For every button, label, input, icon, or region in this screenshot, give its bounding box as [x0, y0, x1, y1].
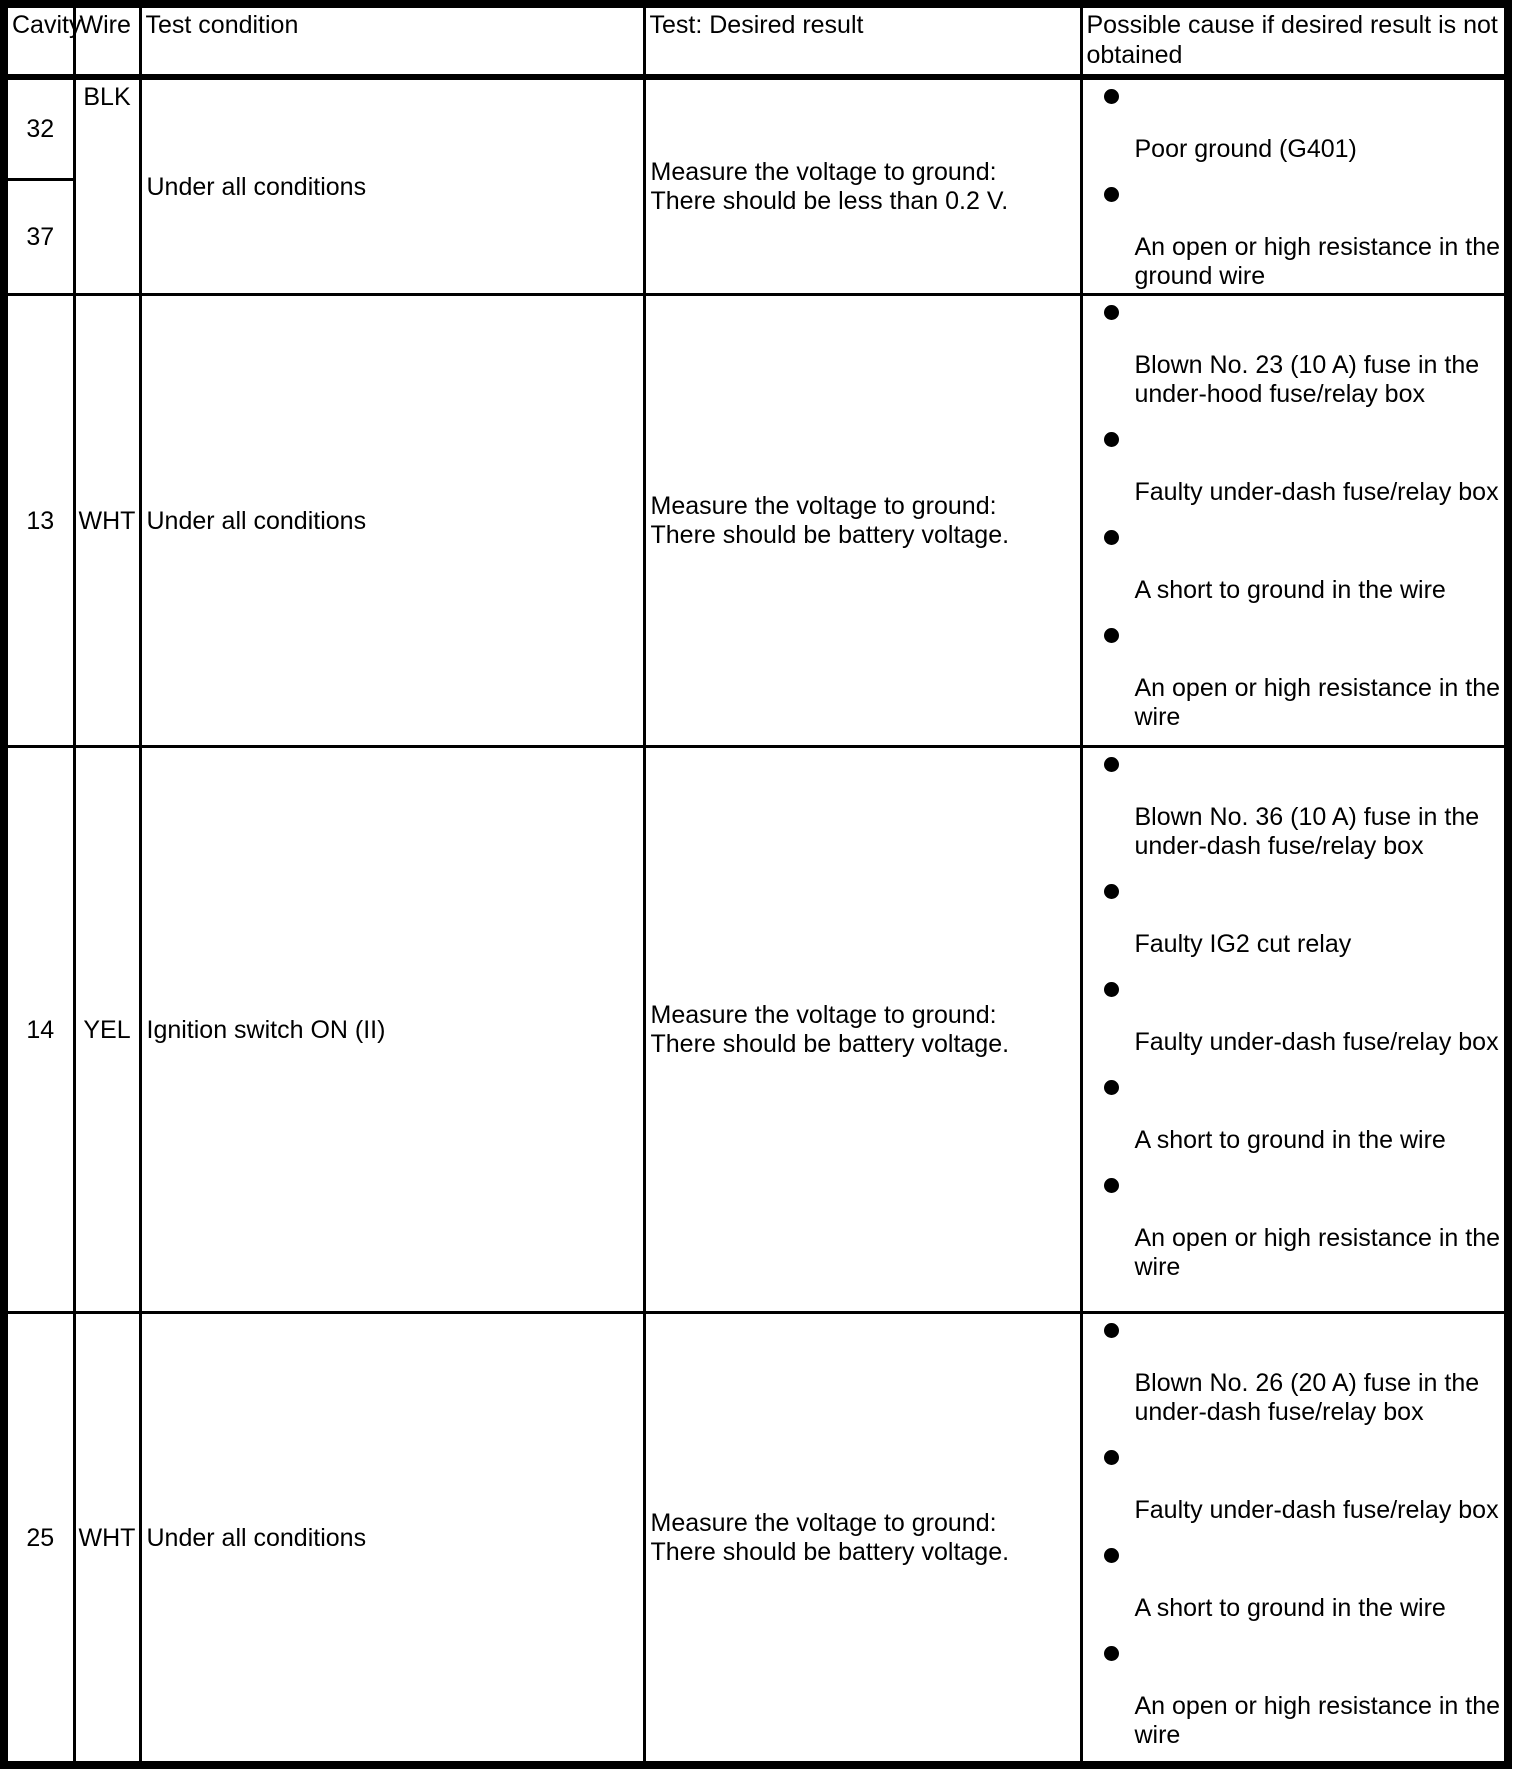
wire-cell: WHT: [74, 295, 140, 747]
desired-result-cell: [644, 295, 1081, 747]
bullet-line: [1104, 1178, 1503, 1224]
causes-cell: [1081, 747, 1508, 1313]
header-possible-cause: Possible cause if desired result is not obtained: [1081, 4, 1508, 77]
cause-item: [1104, 187, 1503, 291]
bullet-line: [1104, 1548, 1503, 1594]
cause-text: Blown No. 26 (20 A) fuse in the under-dash fuse/relay box: [1134, 1369, 1480, 1426]
cause-item: [1104, 530, 1503, 605]
bullet-icon: [1104, 89, 1119, 104]
bullet-line: [1104, 432, 1503, 478]
bullet-icon: [1104, 1080, 1119, 1095]
cause-text: Faulty under-dash fuse/relay box: [1134, 1028, 1499, 1056]
bullet-line: [1104, 530, 1503, 576]
table-row: [4, 747, 1508, 1313]
bullet-icon: [1104, 1450, 1119, 1465]
cause-item: [1104, 982, 1503, 1057]
cause-item: [1104, 1080, 1503, 1155]
test-condition-cell: Under all conditions: [140, 295, 644, 747]
cause-text: A short to ground in the wire: [1134, 576, 1446, 604]
test-condition-cell: Under all conditions: [140, 77, 644, 295]
bullet-line: [1104, 89, 1503, 135]
cause-item: [1104, 1178, 1503, 1282]
cause-item: [1104, 1323, 1503, 1427]
cause-item: [1104, 757, 1503, 861]
test-condition-cell: Ignition switch ON (II): [140, 747, 644, 1313]
bullet-line: [1104, 1080, 1503, 1126]
desired-result-cell: [644, 77, 1081, 295]
cavity-cell: 25: [4, 1313, 74, 1766]
causes-cell: [1081, 1313, 1508, 1766]
cause-text: Blown No. 36 (10 A) fuse in the under-dash fuse/relay box: [1134, 803, 1480, 860]
bullet-icon: [1104, 305, 1119, 320]
bullet-line: [1104, 305, 1503, 351]
cause-text: A short to ground in the wire: [1134, 1594, 1446, 1622]
desired-line: There should be battery voltage.: [650, 1537, 1010, 1566]
cause-text: A short to ground in the wire: [1134, 1126, 1446, 1154]
bullet-icon: [1104, 757, 1119, 772]
header-cavity: Cavity: [4, 4, 74, 77]
bullet-icon: [1104, 432, 1119, 447]
cavity-cell: 32: [4, 77, 74, 180]
cause-item: [1104, 628, 1503, 732]
cause-item: [1104, 89, 1503, 164]
cavity-cell: 13: [4, 295, 74, 747]
bullet-line: [1104, 982, 1503, 1028]
cause-text: Faulty under-dash fuse/relay box: [1134, 1496, 1499, 1524]
header-row: [4, 4, 1508, 77]
cause-text: An open or high resistance in the ground wire: [1134, 233, 1501, 290]
bullet-icon: [1104, 1646, 1119, 1661]
desired-line: Measure the voltage to ground:: [650, 1508, 997, 1537]
table-row: [4, 77, 1508, 180]
bullet-line: [1104, 757, 1503, 803]
header-test-condition: Test condition: [140, 4, 644, 77]
desired-line: There should be battery voltage.: [650, 520, 1010, 549]
causes-cell: [1081, 77, 1508, 295]
bullet-line: [1104, 628, 1503, 674]
desired-line: Measure the voltage to ground:: [650, 491, 997, 520]
cause-item: [1104, 305, 1503, 409]
desired-result-cell: [644, 747, 1081, 1313]
desired-result-cell: [644, 1313, 1081, 1766]
test-condition-cell: Under all conditions: [140, 1313, 644, 1766]
wire-cell: WHT: [74, 1313, 140, 1766]
cause-text: An open or high resistance in the wire: [1134, 674, 1501, 731]
causes-cell: [1081, 295, 1508, 747]
cavity-cell: 37: [4, 180, 74, 295]
bullet-line: [1104, 884, 1503, 930]
bullet-line: [1104, 1646, 1503, 1692]
header-wire: Wire: [74, 4, 140, 77]
table-row: [4, 1313, 1508, 1766]
desired-line: Measure the voltage to ground:: [650, 1000, 997, 1029]
bullet-icon: [1104, 884, 1119, 899]
bullet-line: [1104, 1323, 1503, 1369]
cause-item: [1104, 1548, 1503, 1623]
bullet-icon: [1104, 628, 1119, 643]
bullet-line: [1104, 187, 1503, 233]
cause-text: Blown No. 23 (10 A) fuse in the under-hood fuse/relay box: [1134, 351, 1480, 408]
bullet-icon: [1104, 1178, 1119, 1193]
desired-line: There should be battery voltage.: [650, 1029, 1010, 1058]
bullet-icon: [1104, 1323, 1119, 1338]
desired-line: Measure the voltage to ground:: [650, 157, 997, 186]
cause-item: [1104, 1646, 1503, 1750]
cause-text: Faulty under-dash fuse/relay box: [1134, 478, 1499, 506]
bullet-icon: [1104, 982, 1119, 997]
cause-text: Faulty IG2 cut relay: [1134, 930, 1352, 958]
cause-text: An open or high resistance in the wire: [1134, 1692, 1501, 1749]
cause-item: [1104, 884, 1503, 959]
cause-text: An open or high resistance in the wire: [1134, 1224, 1501, 1281]
bullet-icon: [1104, 1548, 1119, 1563]
cause-item: [1104, 432, 1503, 507]
cause-item: [1104, 1450, 1503, 1525]
bullet-line: [1104, 1450, 1503, 1496]
header-desired-result: Test: Desired result: [644, 4, 1081, 77]
bullet-icon: [1104, 530, 1119, 545]
table-row: [4, 295, 1508, 747]
wire-cell: YEL: [74, 747, 140, 1313]
bullet-icon: [1104, 187, 1119, 202]
wire-cell: BLK: [74, 77, 140, 295]
desired-line: There should be less than 0.2 V.: [650, 186, 1009, 215]
cavity-cell: 14: [4, 747, 74, 1313]
cause-text: Poor ground (G401): [1134, 135, 1357, 163]
